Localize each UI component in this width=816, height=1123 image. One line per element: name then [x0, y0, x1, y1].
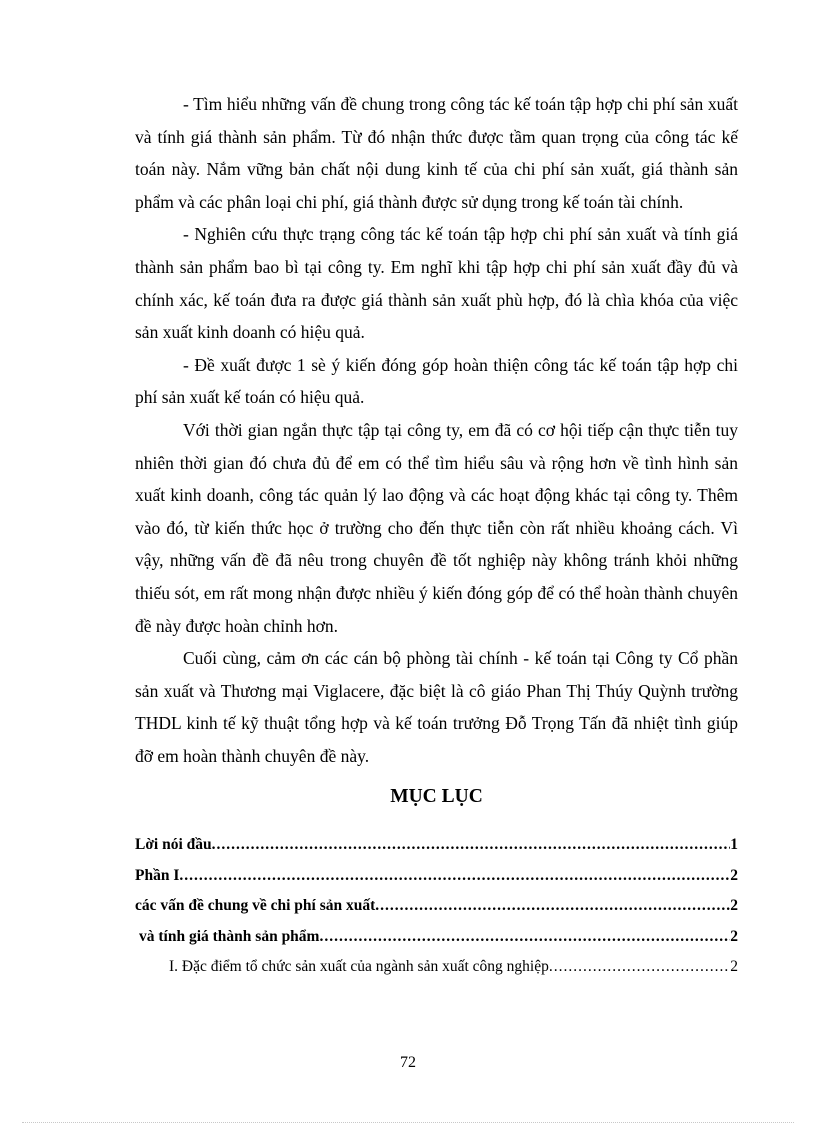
table-of-contents [135, 836, 738, 989]
toc-entry[interactable] [135, 958, 738, 989]
toc-entry[interactable] [135, 836, 738, 867]
toc-dot-leader [549, 958, 730, 976]
toc-entry[interactable] [135, 897, 738, 928]
toc-dot-leader [212, 836, 731, 854]
toc-entry-title: Phần I [135, 866, 180, 884]
document-body [135, 88, 738, 989]
body-paragraph: - Tìm hiểu những vấn đề chung trong công tác kế toán tập hợp chi phí sản xuất và tính giá thành sản phẩm. Từ đó nhận thức được tầm quan trọng của công tác kế toán này. Nắm vững bản chất nội dung kinh tế của chi phí sản xuất, giá thành sản phẩm và các phân loại chi phí, giá thành được sử dụng trong kế toán tài chính. [135, 94, 738, 212]
toc-entry-title: Lời nói đầu [135, 836, 212, 854]
toc-entry-title: I. Đặc điểm tổ chức sản xuất của ngành sản xuất công nghiệp [169, 958, 549, 976]
toc-heading: MỤC LỤC [390, 786, 483, 808]
toc-dot-leader [319, 928, 730, 946]
toc-entry[interactable] [135, 928, 738, 959]
toc-entry-page: 2 [730, 866, 738, 884]
toc-entry-title: và tính giá thành sản phẩm [139, 927, 320, 945]
toc-entry[interactable] [135, 867, 738, 898]
toc-dot-leader [375, 897, 730, 915]
body-paragraph: - Đề xuất được 1 sè ý kiến đóng góp hoàn thiện công tác kế toán tập hợp chi phí sản xuất kế toán có hiệu quả. [135, 354, 738, 408]
toc-entry-page: 1 [730, 836, 738, 854]
toc-entry-page: 2 [730, 897, 738, 915]
toc-entry-title: các vấn đề chung về chi phí sản xuất [135, 897, 376, 915]
toc-entry-page: 2 [730, 958, 738, 976]
toc-entry-page: 2 [730, 927, 738, 945]
body-paragraph: - Nghiên cứu thực trạng công tác kế toán tập hợp chi phí sản xuất và tính giá thành sản phẩm bao bì tại công ty. Em nghĩ khi tập hợp chi phí sản xuất đầy đủ và chính xác, kế toán đưa ra được giá thành sản xuất phù hợp, đó là chìa khóa của việc sản xuất kinh doanh có hiệu quả. [135, 224, 738, 343]
body-paragraph: Với thời gian ngắn thực tập tại công ty, em đã có cơ hội tiếp cận thực tiễn tuy nhiên thời gian đó chưa đủ để em có thể tìm hiểu sâu và rộng hơn về tình hình sản xuất kinh doanh, công tác quản lý lao động và các hoạt động khác tại công ty. Thêm vào đó, từ kiến thức học ở trường cho đến thực tiễn còn rất nhiều khoảng cách. Vì vậy, những vấn đề đã nêu trong chuyên đề tốt nghiệp này không tránh khỏi những thiếu sót, em rất mong nhận được nhiều ý kiến đóng góp để có thể hoàn thành chuyên đề này được hoàn chỉnh hơn. [135, 419, 738, 636]
toc-dot-leader [179, 867, 730, 885]
body-paragraph: Cuối cùng, cảm ơn các cán bộ phòng tài chính - kế toán tại Công ty Cổ phần sản xuất và Thương mại Viglacere, đặc biệt là cô giáo Phan Thị Thúy Quỳnh trường THDL kinh tế kỹ thuật tổng hợp và kế toán trưởng Đỗ Trọng Tấn đã nhiệt tình giúp đỡ em hoàn thành chuyên đề này. [135, 648, 738, 766]
page-number: 72 [400, 1054, 416, 1071]
